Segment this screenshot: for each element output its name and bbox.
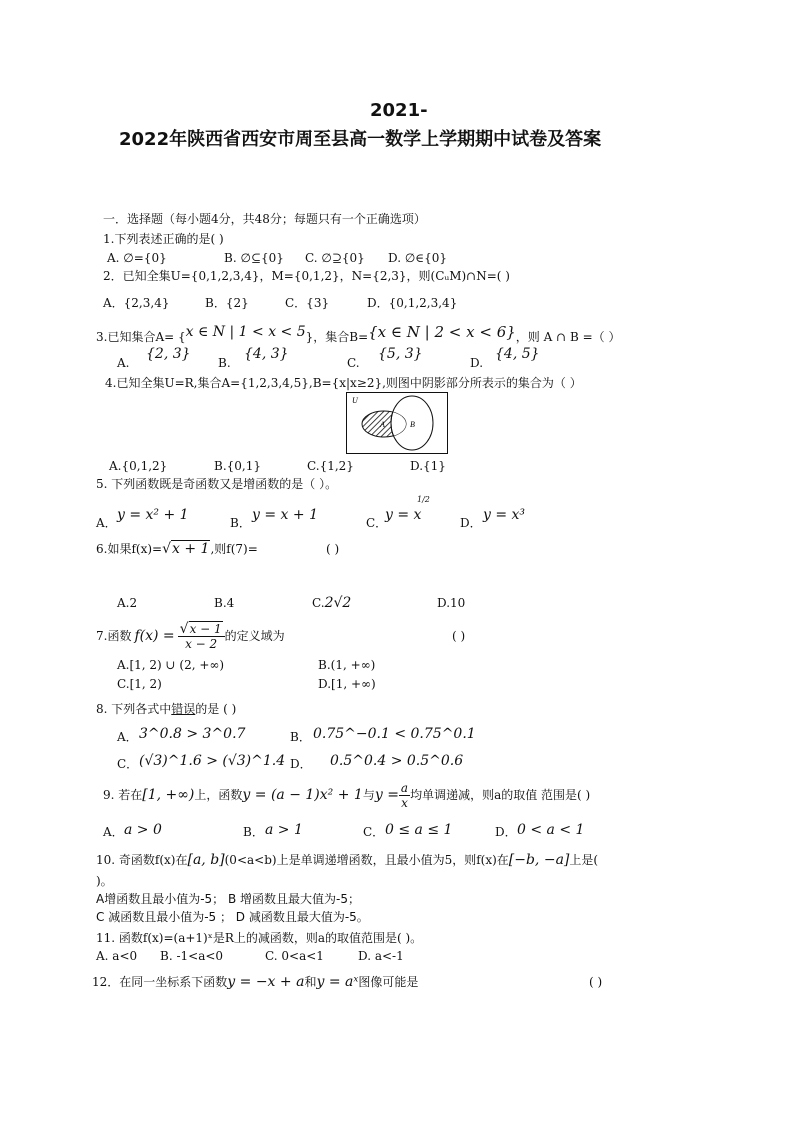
q5-stem: 5. 下列函数既是奇函数又是增函数的是（ ）。 xyxy=(96,477,338,491)
q3-label-b: B. xyxy=(218,356,231,370)
q7-option-c: C.[1, 2) xyxy=(117,677,162,691)
q9-value-d: 0 < a < 1 xyxy=(517,822,585,838)
q12-text-2: 和 xyxy=(304,975,317,989)
q8-label-c: C． xyxy=(117,757,139,771)
section-header: 一．选择题（每小题4分，共48分；每题只有一个正确选项） xyxy=(103,212,426,226)
q9-value-c: 0 ≤ a ≤ 1 xyxy=(385,822,453,838)
q6-option-c xyxy=(312,596,351,610)
q9-stem xyxy=(103,778,590,812)
q2-option-a: A．{2,3,4} xyxy=(103,296,170,310)
q9-text-4: 均单调递减，则a的取值 范围是( ) xyxy=(410,788,591,802)
q10-options-ab: A增函数且最小值为-5； B 增函数且最大值为-5； xyxy=(96,892,361,906)
q10-text-2: (0<a<b)上是单调递增函数，且最小值为5，则f(x)在 xyxy=(224,853,509,867)
q8-emphasis: 错误 xyxy=(171,702,196,716)
q8-label-d: D． xyxy=(290,757,312,771)
q11-option-b: B. -1<a<0 xyxy=(160,949,224,963)
q1-option-b: B. ∅⊆{0} xyxy=(224,251,284,265)
q6-option-a: A.2 xyxy=(117,596,138,610)
q6-text-2: ,则f(7)= xyxy=(210,542,258,556)
q7-option-b: B.(1, +∞) xyxy=(318,658,376,672)
q5-option-c: y = x xyxy=(385,507,422,523)
q10-text-4: )。 xyxy=(96,874,113,888)
q8-label-b: B． xyxy=(290,730,311,744)
venn-u-label: U xyxy=(352,396,358,405)
q9-label-b: B． xyxy=(243,825,264,839)
q12-paren: ( ) xyxy=(589,975,603,989)
q7-option-d: D.[1, +∞) xyxy=(318,677,376,691)
q9-value-b: a > 1 xyxy=(265,822,303,838)
q8-text-2: 的是 ( ) xyxy=(195,702,237,716)
q4-stem: 4.已知全集U=R,集合A={1,2,3,4,5},B={x|x≥2},则图中阴影部分所表示的集合为（ ） xyxy=(105,376,582,390)
q11-option-a: A. a<0 xyxy=(96,949,138,963)
q5-label-c: C． xyxy=(366,516,388,530)
q12-text-1: 12．在同一坐标系下函数 xyxy=(92,975,228,989)
q8-value-c: (√3)^1.6 > (√3)^1.4 xyxy=(139,753,286,769)
q1-option-a: A. ∅={0} xyxy=(107,251,167,265)
q9-text-1: 9. 若在 xyxy=(103,788,143,802)
q3-label-c: C. xyxy=(347,356,360,370)
venn-a-label: A xyxy=(380,420,385,429)
q4-option-b: B.{0,1} xyxy=(214,459,261,473)
q3-value-a: {2, 3} xyxy=(146,346,191,362)
q5-option-c-exponent: 1/2 xyxy=(417,495,430,504)
q7-numerator: x − 1 xyxy=(189,621,222,636)
q12-stem xyxy=(92,975,418,989)
q3-stem xyxy=(96,323,621,344)
q2-option-c: C．{3} xyxy=(285,296,330,310)
q6-label-c: C. xyxy=(312,596,325,610)
q1-option-d: D. ∅∈{0} xyxy=(388,251,448,265)
q3-label-a: A. xyxy=(117,356,130,370)
q2-stem: 2．已知全集U={0,1,2,3,4}，M={0,1,2}，N={2,3}，则(CᵤM)∩N=( ) xyxy=(103,269,510,283)
q11-option-d: D. a<-1 xyxy=(358,949,404,963)
q5-label-a: A． xyxy=(96,516,117,530)
q11-stem: 11. 函数f(x)=(a+1)ˣ是R上的减函数，则a的取值范围是( )。 xyxy=(96,931,423,945)
q7-fraction: $\frac{√x - 1}{x - 2}$ xyxy=(178,622,225,651)
q9-function: y = (a − 1)x² + 1 xyxy=(242,787,363,803)
q5-option-b: y = x + 1 xyxy=(252,507,318,523)
q9-numerator: a xyxy=(400,780,409,795)
title-line-2: 2022年陕西省西安市周至县高一数学上学期期中试卷及答案 xyxy=(119,129,602,150)
q6-option-d: D.10 xyxy=(437,596,466,610)
q4-option-c: C.{1,2} xyxy=(307,459,354,473)
q4-option-d: D.{1} xyxy=(410,459,446,473)
q7-text-1: 7.函数 xyxy=(96,629,132,643)
q5-option-a: y = x² + 1 xyxy=(117,507,189,523)
q3-set-a: x ∈ N | 1 < x < 5 xyxy=(185,324,306,340)
q9-label-c: C． xyxy=(363,825,385,839)
q5-option-d: y = x³ xyxy=(483,507,526,523)
q5-label-d: D． xyxy=(460,516,482,530)
q5-label-b: B． xyxy=(230,516,251,530)
q12-text-3: 图像可能是 xyxy=(358,975,419,989)
q8-value-a: 3^0.8 > 3^0.7 xyxy=(139,726,246,742)
q12-function-2: y = aˣ xyxy=(316,974,359,990)
venn-b-label: B xyxy=(410,420,415,429)
q9-fraction xyxy=(399,781,410,810)
q8-value-b: 0.75^−0.1 < 0.75^0.1 xyxy=(313,726,476,742)
q10-interval-2: [−b, −a] xyxy=(508,852,570,868)
q3-value-b: {4, 3} xyxy=(244,346,289,362)
q8-stem xyxy=(96,702,236,716)
q11-option-c: C. 0<a<1 xyxy=(265,949,324,963)
q10-text-3: 上是( xyxy=(569,853,599,867)
q6-text-1: 6.如果f(x)= xyxy=(96,542,163,556)
q6-value-c: 2√2 xyxy=(324,595,352,611)
q6-stem: 6.如果f(x)=√x + 1,则f(7)= xyxy=(96,541,258,557)
q10-text-1: 10. 奇函数f(x)在 xyxy=(96,853,188,867)
q8-text-1: 8. 下列各式中 xyxy=(96,702,172,716)
q8-label-a: A． xyxy=(117,730,138,744)
q10-interval-1: [a, b] xyxy=(187,852,225,868)
q6-radicand: x + 1 xyxy=(172,541,210,557)
q7-option-a: A.[1, 2) ∪ (2, +∞) xyxy=(117,658,225,672)
q7-denominator: x − 2 xyxy=(185,636,218,651)
q12-function-1: y = −x + a xyxy=(227,974,305,990)
title-line-1: 2021- xyxy=(370,100,428,121)
q3-set-b: {x ∈ N | 2 < x < 6} xyxy=(368,323,516,341)
q3-value-d: {4, 5} xyxy=(495,346,540,362)
q6-paren: ( ) xyxy=(326,542,340,556)
q3-value-c: {5, 3} xyxy=(378,346,423,362)
q10-stem xyxy=(96,853,598,867)
q3-text-3: ，则 A ∩ B =（ ） xyxy=(515,330,621,344)
q7-stem xyxy=(96,618,285,654)
q6-option-b: B.4 xyxy=(214,596,235,610)
q3-text-1: 3.已知集合A= { xyxy=(96,330,186,344)
q3-label-d: D. xyxy=(470,356,484,370)
q1-option-c: C. ∅⊇{0} xyxy=(305,251,365,265)
q9-label-d: D． xyxy=(495,825,517,839)
q4-option-a: A.{0,1,2} xyxy=(109,459,168,473)
q9-y: y = xyxy=(374,787,399,803)
q8-value-d: 0.5^0.4 > 0.5^0.6 xyxy=(330,753,464,769)
q2-option-d: D．{0,1,2,3,4} xyxy=(367,296,458,310)
q1-stem: 1.下列表述正确的是( ) xyxy=(103,232,224,246)
q9-interval: [1, +∞) xyxy=(142,787,195,803)
q7-fx: f(x) = xyxy=(134,628,175,644)
q9-text-3: 与 xyxy=(362,788,375,802)
venn-diagram xyxy=(346,392,448,454)
q7-text-2: 的定义域为 xyxy=(224,629,285,643)
q9-label-a: A． xyxy=(103,825,124,839)
q2-option-b: B．{2} xyxy=(205,296,249,310)
q7-paren: ( ) xyxy=(452,629,466,643)
q3-text-2: }，集合B= xyxy=(305,330,369,344)
q9-value-a: a > 0 xyxy=(124,822,162,838)
q9-denominator: x xyxy=(401,795,408,810)
q9-text-2: 上，函数 xyxy=(194,788,243,802)
q10-options-cd: C 减函数且最小值为-5 ； D 减函数且最大值为-5。 xyxy=(96,910,369,924)
